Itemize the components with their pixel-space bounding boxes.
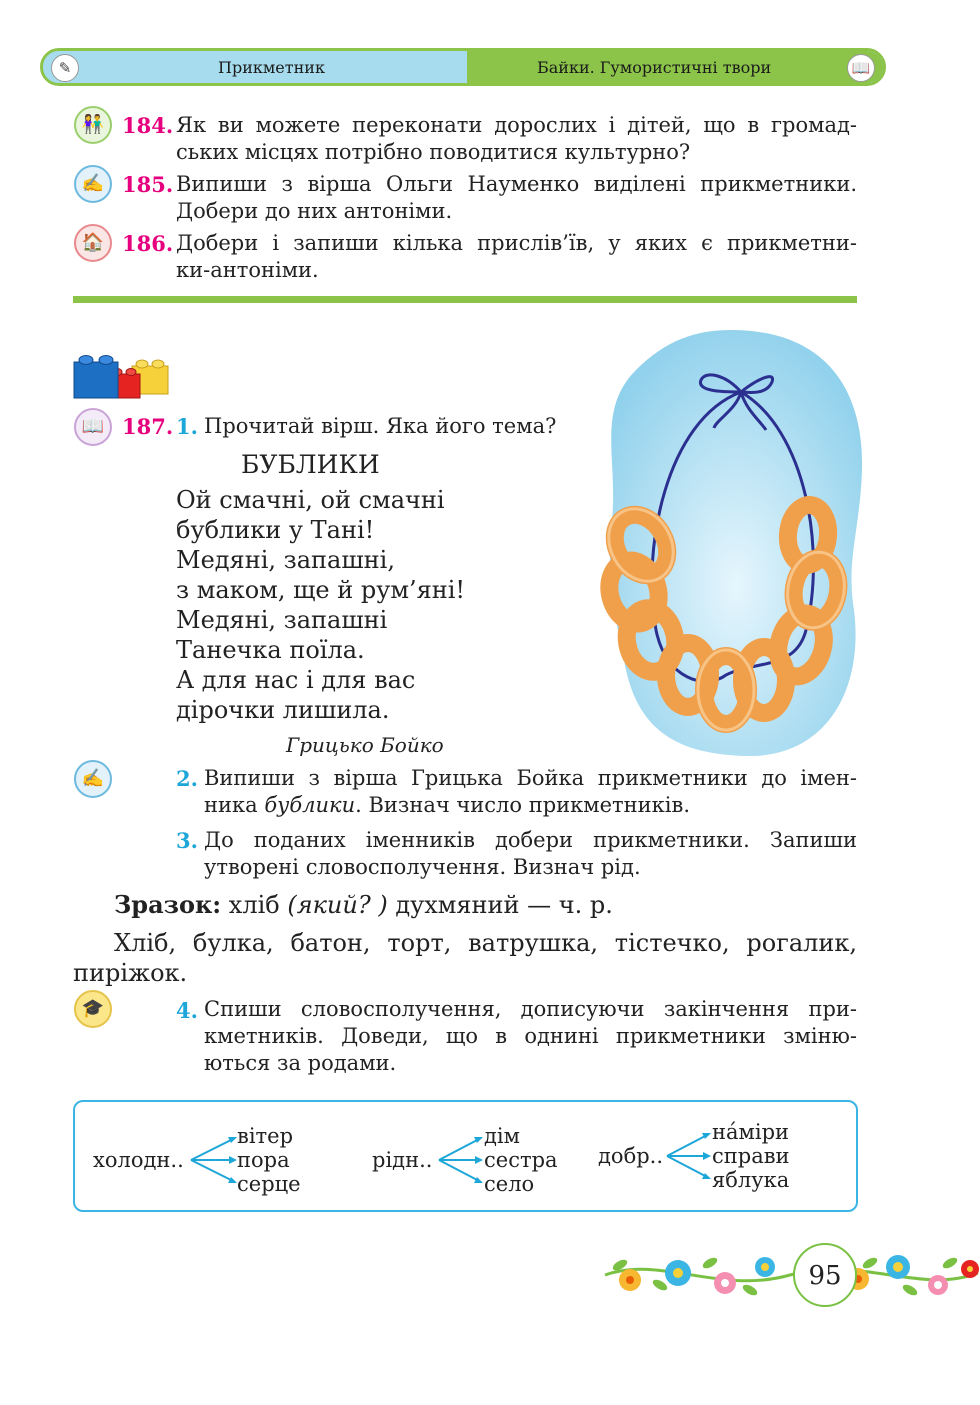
stem-1: холодн.. (93, 1148, 184, 1172)
word-list-3 (712, 1120, 790, 1192)
subtask-2-line1: Випиши з вірша Грицька Бойка прикметники до імен- (204, 766, 857, 790)
poem-line: Медяні, запашні (176, 606, 388, 634)
word: пора (237, 1148, 290, 1172)
poem-line: з маком, ще й рум’яні! (176, 576, 466, 604)
poem-line: А для нас і для вас (176, 666, 416, 694)
task-185-text (176, 171, 857, 225)
sample-label: Зразок: (114, 890, 222, 919)
bagels-necklace-illustration (596, 330, 866, 758)
subtask-1-number: 1. (176, 414, 198, 439)
graduation-cap-icon: 🎓 (74, 990, 112, 1028)
subtask-4-line3: ються за родами. (204, 1051, 397, 1075)
text-span: духмяний — ч. р. (387, 891, 613, 919)
poem-line: бублики у Тані! (176, 516, 375, 544)
task-number-185: 185. (122, 172, 174, 197)
poem-body (176, 485, 465, 725)
pen-icon: ✎ (51, 54, 79, 82)
subtask-4-line1: Спиши словосполучення, дописуючи закінчення при- (204, 997, 857, 1021)
stem-2: рідн.. (372, 1148, 433, 1172)
flower-decoration (600, 1235, 980, 1315)
word: село (484, 1172, 535, 1196)
nouns-line1: Хліб, булка, батон, торт, ватрушка, тістечко, рогалик, (114, 929, 857, 957)
subtask-3-line2: утворені словосполучення. Визнач рід. (204, 855, 641, 879)
word: яблука (712, 1168, 790, 1192)
text-span: хліб (221, 891, 288, 919)
open-book-icon: 📖 (74, 408, 112, 446)
house-icon: 🏠 (74, 224, 112, 262)
page-header (40, 48, 886, 86)
task-number-186: 186. (122, 231, 174, 256)
task-185-line2: Добери до них антоніми. (176, 199, 453, 223)
subtask-2-text (204, 765, 857, 819)
poem-title: БУБЛИКИ (241, 450, 380, 479)
subtask-3-text (204, 827, 857, 881)
task-184-text (176, 112, 857, 166)
poem-line: дірочки лишила. (176, 696, 390, 724)
subtask-2-line2 (204, 792, 857, 819)
subtask-3-line1: До поданих іменників добери прикметники. Запиши (204, 828, 857, 852)
subtask-4-text (204, 996, 857, 1077)
task-number-187: 187. (122, 414, 174, 439)
poem-line: Медяні, запашні, (176, 546, 395, 574)
task-186-text (176, 230, 857, 284)
children-icon: 👫 (74, 106, 112, 144)
word: серце (237, 1172, 301, 1196)
poem-author: Грицько Бойко (286, 733, 444, 757)
task-186-line1: Добери і запиши кілька прислів’їв, у яких є прикметни- (176, 231, 857, 255)
word-list-2 (484, 1124, 558, 1196)
stem-3: добр.. (598, 1144, 664, 1168)
task-184-line1: Як ви можете переконати дорослих і дітей, що в громад- (176, 113, 857, 137)
italic-word: бублики (264, 793, 356, 817)
nouns-paragraph (73, 928, 857, 988)
section-divider (73, 296, 857, 303)
poem-line: Танечка поїла. (176, 636, 365, 664)
subtask-1-text: Прочитай вірш. Яка його тема? (204, 414, 557, 438)
subtask-4-number: 4. (176, 998, 198, 1023)
question-italic: (який? ) (287, 891, 388, 919)
word: вітер (237, 1124, 294, 1148)
word-list-1 (237, 1124, 301, 1196)
text-span: . Визнач число прикметників. (355, 793, 690, 817)
task-186-line2: ки-антоніми. (176, 258, 319, 282)
sample-line (114, 890, 613, 919)
nouns-line2: пиріжок. (73, 959, 188, 987)
writing-hand-icon: ✍ (74, 165, 112, 203)
task-184-line2: ських місцях потрібно поводитися культурно? (176, 140, 691, 164)
subtask-2-number: 2. (176, 766, 198, 791)
text-span: ника (204, 793, 265, 817)
lego-blocks-icon (72, 350, 172, 402)
word: справи (712, 1144, 790, 1168)
poem-line: Ой смачні, ой смачні (176, 486, 445, 514)
subtask-3-number: 3. (176, 828, 198, 853)
word: на́міри (712, 1120, 790, 1144)
task-185-line1: Випиши з вірша Ольги Науменко виділені прикметники. (176, 172, 857, 196)
header-right-title: Байки. Гумористичні твори (537, 58, 772, 77)
header-left-title: Прикметник (218, 58, 325, 77)
word: дім (484, 1124, 520, 1148)
word: сестра (484, 1148, 558, 1172)
task-number-184: 184. (122, 113, 174, 138)
writing-hand-icon: ✍ (74, 760, 112, 798)
page-number: 95 (793, 1243, 857, 1307)
book-icon: 📖 (847, 54, 875, 82)
subtask-4-line2: кметників. Доведи, що в однині прикметники зміню- (204, 1024, 857, 1048)
